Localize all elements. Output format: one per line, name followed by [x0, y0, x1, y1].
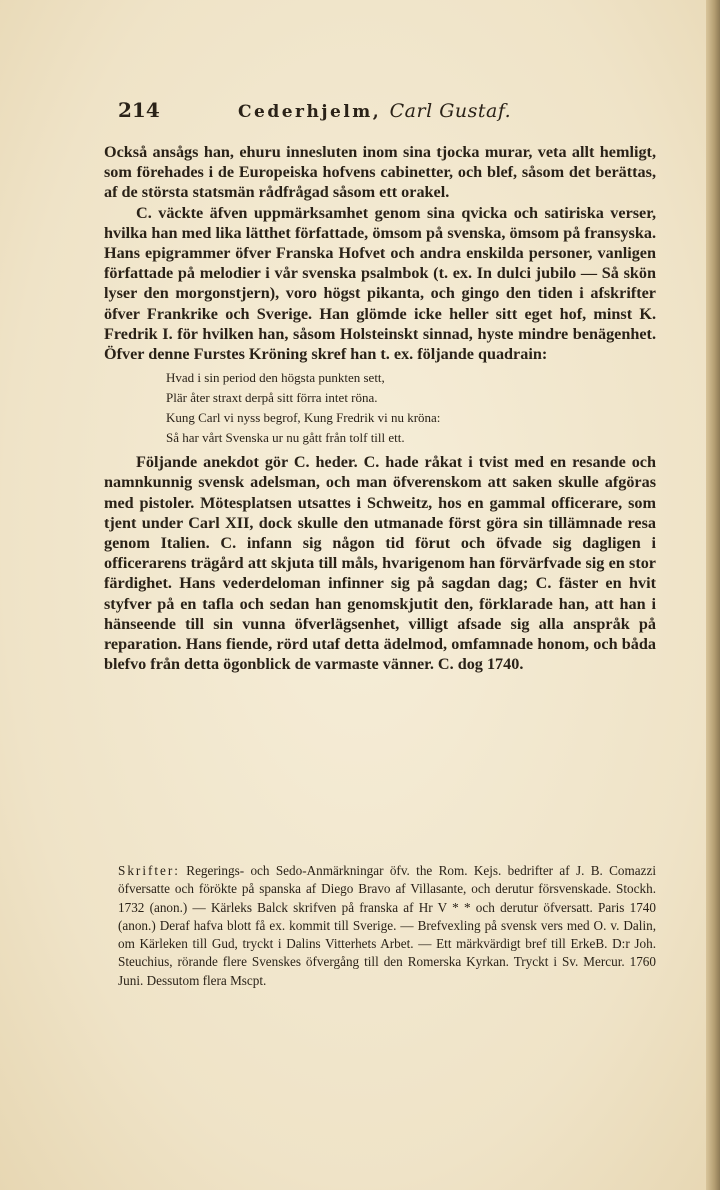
main-text [104, 142, 656, 674]
page-number: 214 [118, 98, 160, 122]
quatrain-line: Kung Carl vi nyss begrof, Kung Fredrik vi nu kröna: [166, 410, 441, 426]
writings-text: Regerings- och Sedo-Anmärkningar öfv. the Rom. Kejs. bedrifter af J. B. Comazzi öfversatte och förökte på spanska af Diego Bravo af Villasante, och derutur försvenskade. Stockh. 1732 (anon.) — Kärleks Balck skrifven på franska af Hr V * * och derutur öfversatt. Paris 1740 (anon.) Deraf hafva blott få ex. kommit till Sverige. — Brefvexling på svensk vers med O. v. Dalin, om Kärleken till Gud, tryckt i Dalins Vitterhets Arbet. — Ett märkvärdigt bref till ErkeB. D:r Joh. Steuchius, rörande flere Svenskes öfvergång till den Romerska Kyrkan. Tryckt i Sv. Mercur. 1760 Juni. Dessutom flera Mscpt. [118, 863, 656, 988]
quatrain-line: Så har vårt Svenska ur nu gått från tolf till ett. [166, 430, 405, 446]
quatrain-line: Hvad i sin period den högsta punkten sett, [166, 370, 385, 386]
running-head-name: Cederhjelm, [238, 102, 382, 122]
page-edge [706, 0, 720, 1190]
paragraph-1: Också ansågs han, ehuru innesluten inom sina tjocka murar, veta allt hemligt, som förehades i de Europeiska hofvens cabinetter, och blef, såsom det berättas, af de största statsmän rådfrågad såsom ett orakel. [104, 143, 656, 202]
paragraph-2: C. väckte äfven uppmärksamhet genom sina qvicka och satiriska verser, hvilka han med lika lätthet författade, ömsom på svenska, ömsom på fransyska. Hans epigrammer öfver Franska Hofvet och andra enskilda personer, vanligen författade på melodier i vår svenska psalmbok (t. ex. In dulci jubilo — Så skön lyser den morgonstjern), voro högst pikanta, och gingo den tiden i afskrifter öfver Frankrike och Sverige. Han glömde icke heller sitt eget hof, minst K. Fredrik I. för hvilken han, såsom Holsteinskt sinnad, hyste mindre benägenhet. Öfver denne Furstes Kröning skref han t. ex. följande quadrain: [104, 203, 656, 364]
writings-label: Skrifter: [118, 863, 180, 878]
quatrain-line: Plär åter straxt derpå sitt förra intet röna. [166, 390, 378, 406]
quatrain [166, 368, 656, 448]
page-header [118, 98, 658, 128]
writings-note [118, 862, 656, 990]
running-head-italic: Carl Gustaf. [389, 100, 512, 122]
paragraph-3: Följande anekdot gör C. heder. C. hade råkat i tvist med en resande och namnkunnig svensk adelsman, och man öfverenskom att saken skulle afgöras med pistoler. Mötesplatsen utsattes i Schweitz, hos en gammal officerare, som tjent under Carl XII, dock skulle den utmanade först göra sin tillämnade resa genom Italien. C. infann sig någon tid förut och öfvade sig dagligen i officerarens trägård att skjuta till måls, hvarigenom han förvärfvade sig en stor färdighet. Hans vederdeloman infinner sig på sagdan dag; C. fäster en hvit styfver på en tafla och sedan han genomskjutit den, förklarade han, att han i hänseende till sin vunna öfverlägsenhet, villigt afsade sig alla anspråk på reparation. Hans fiende, rörd utaf detta ädelmod, omfamnade honom, och båda blefvo från detta ögonblick de varmaste vänner. C. dog 1740. [104, 453, 656, 674]
running-head [238, 100, 511, 122]
